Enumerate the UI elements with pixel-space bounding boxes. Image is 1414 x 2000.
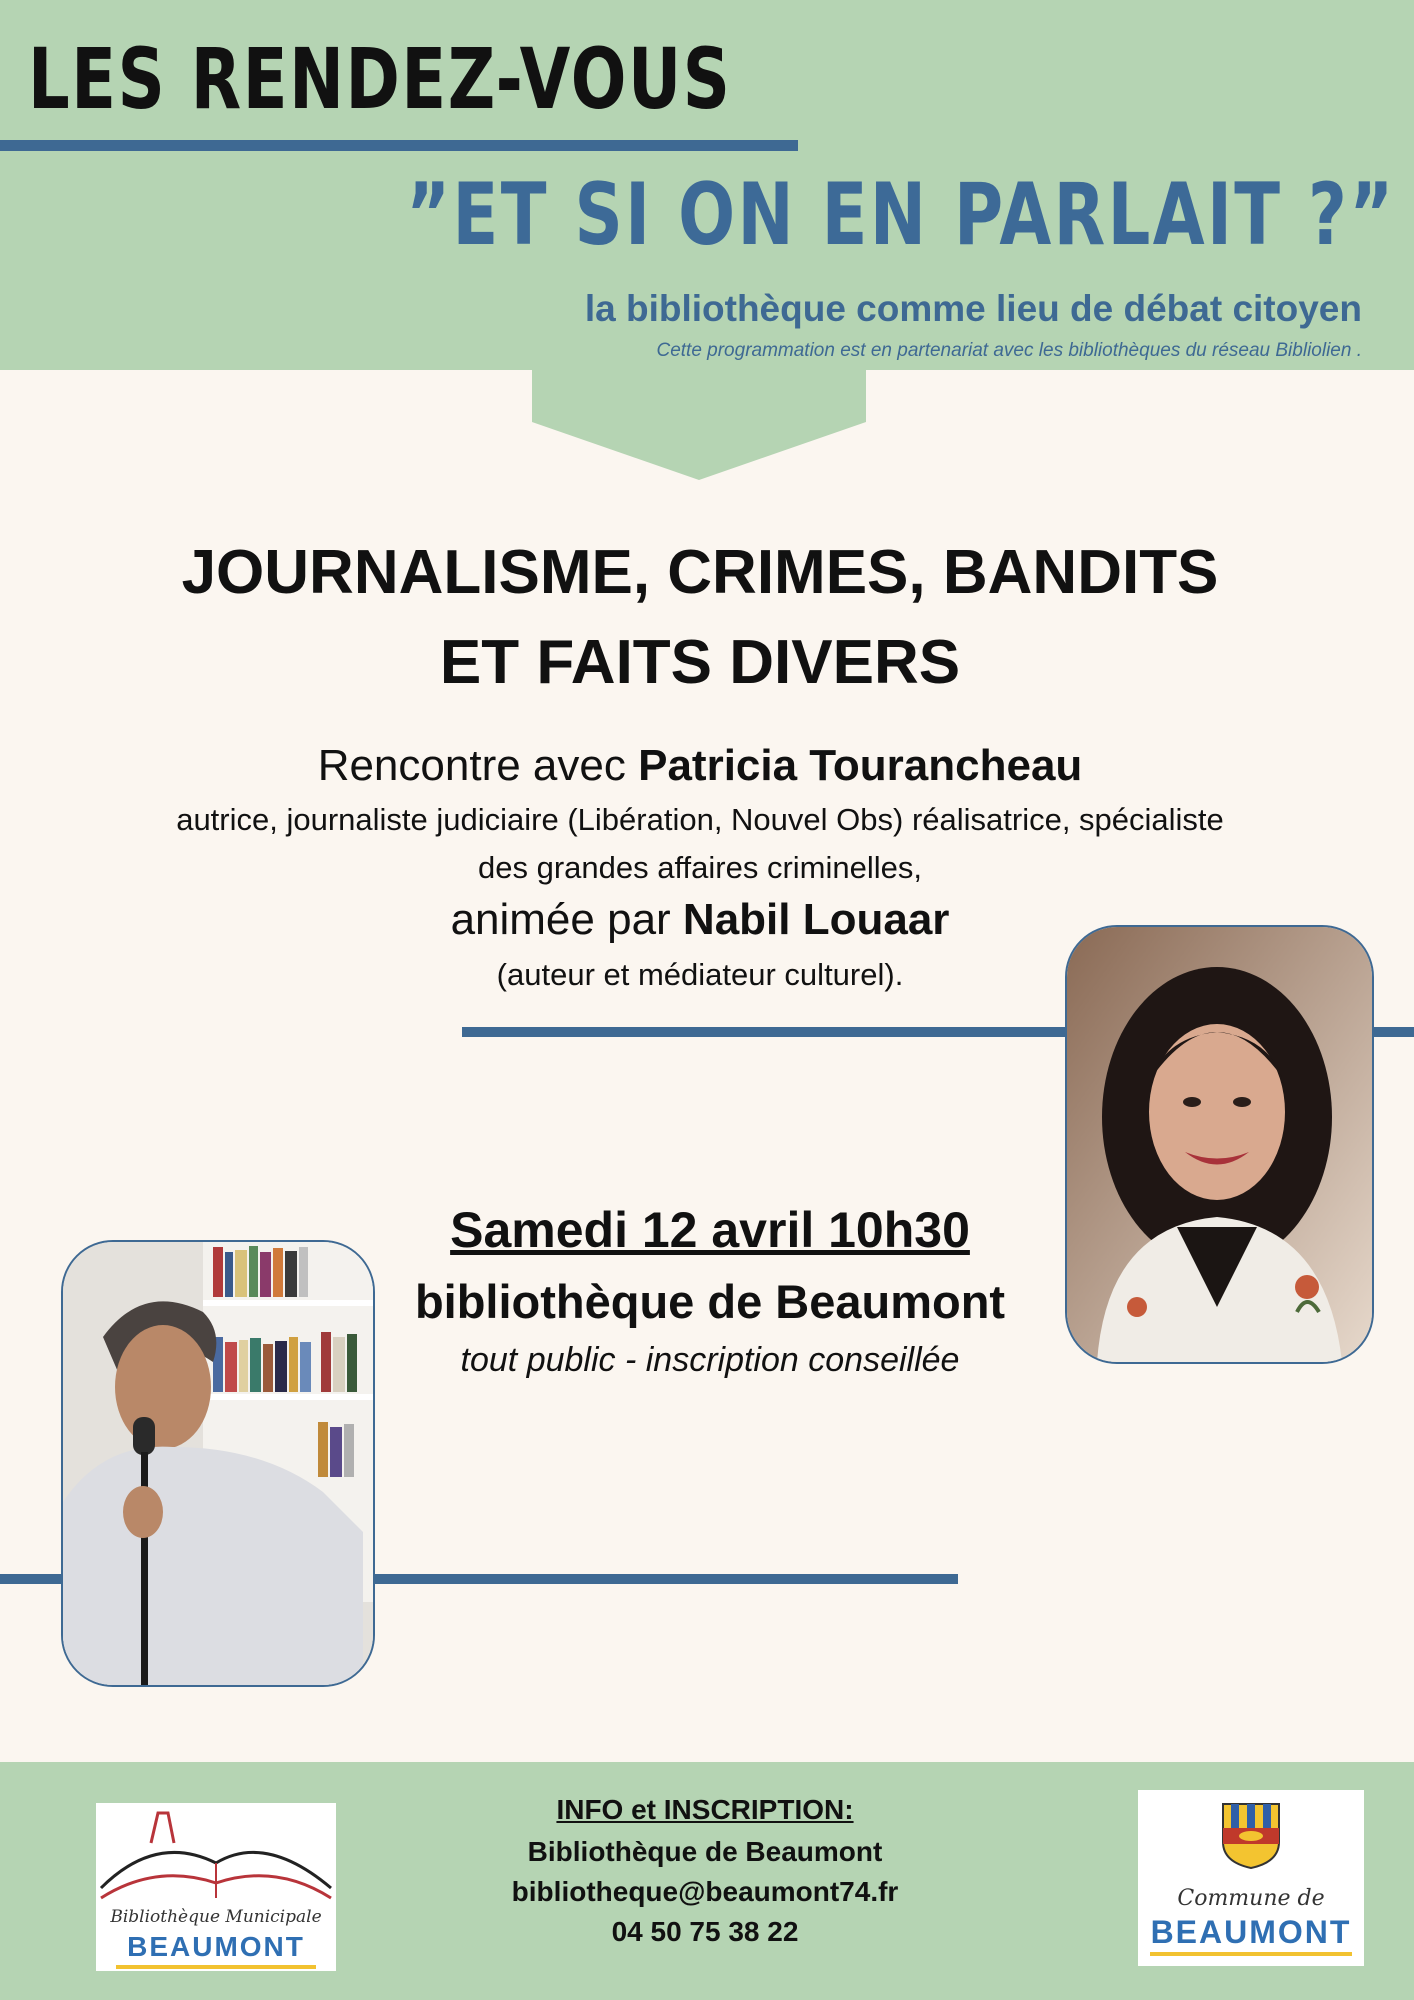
guest-description: [90, 796, 1310, 892]
guest-photo: [1065, 925, 1374, 1364]
host-description: (auteur et médiateur culturel).: [496, 957, 904, 992]
library-logo-underline: [116, 1965, 316, 1969]
host-name: Nabil Louaar: [682, 895, 950, 944]
meeting-line: [100, 738, 1300, 794]
guest-name: Patricia Tourancheau: [638, 741, 1083, 790]
commune-logo-underline: [1150, 1952, 1352, 1956]
event-title: [100, 528, 1300, 708]
footer-phone: 04 50 75 38 22: [611, 1916, 799, 1947]
library-logo-script: Bibliothèque Municipale: [110, 1907, 322, 1927]
event-venue: bibliothèque de Beaumont: [414, 1275, 1006, 1328]
event-date: Samedi 12 avril 10h30: [450, 1202, 970, 1258]
library-logo: [96, 1803, 336, 1971]
footer-heading: INFO et INSCRIPTION:: [556, 1794, 854, 1825]
series-tagline: la bibliothèque comme lieu de débat citoyen: [584, 288, 1362, 329]
host-prefix: animée par: [450, 895, 683, 944]
commune-logo-word: BEAUMONT: [1150, 1914, 1352, 1950]
event-title-line-1: JOURNALISME, CRIMES, BANDITS: [181, 538, 1219, 607]
footer-library-name: Bibliothèque de Beaumont: [527, 1836, 883, 1867]
series-title: LES RENDEZ-VOUS: [28, 30, 732, 128]
guest-description-line-1: autrice, journaliste judiciaire (Libération, Nouvel Obs) réalisatrice, spécialiste: [176, 802, 1224, 837]
event-audience: tout public - inscription conseillée: [460, 1341, 960, 1379]
commune-logo-script: Commune de: [1177, 1886, 1325, 1911]
library-book-icon: [96, 1803, 336, 1913]
footer-email: bibliotheque@beaumont74.fr: [511, 1876, 899, 1907]
header-chevron: [532, 368, 866, 480]
header-rule: [0, 140, 798, 151]
commune-logo: [1138, 1790, 1364, 1966]
partnership-note: Cette programmation est en partenariat avec les bibliothèques du réseau Bibliolien .: [656, 340, 1362, 361]
event-title-line-2: ET FAITS DIVERS: [439, 628, 961, 697]
coat-of-arms-icon: [1221, 1802, 1281, 1870]
guest-description-line-2: des grandes affaires criminelles,: [478, 850, 922, 885]
library-logo-word: BEAUMONT: [127, 1931, 305, 1962]
series-subtitle: ”ET SI ON EN PARLAIT ?”: [406, 165, 1396, 265]
meeting-prefix: Rencontre avec: [317, 741, 639, 790]
host-photo: [61, 1240, 375, 1687]
